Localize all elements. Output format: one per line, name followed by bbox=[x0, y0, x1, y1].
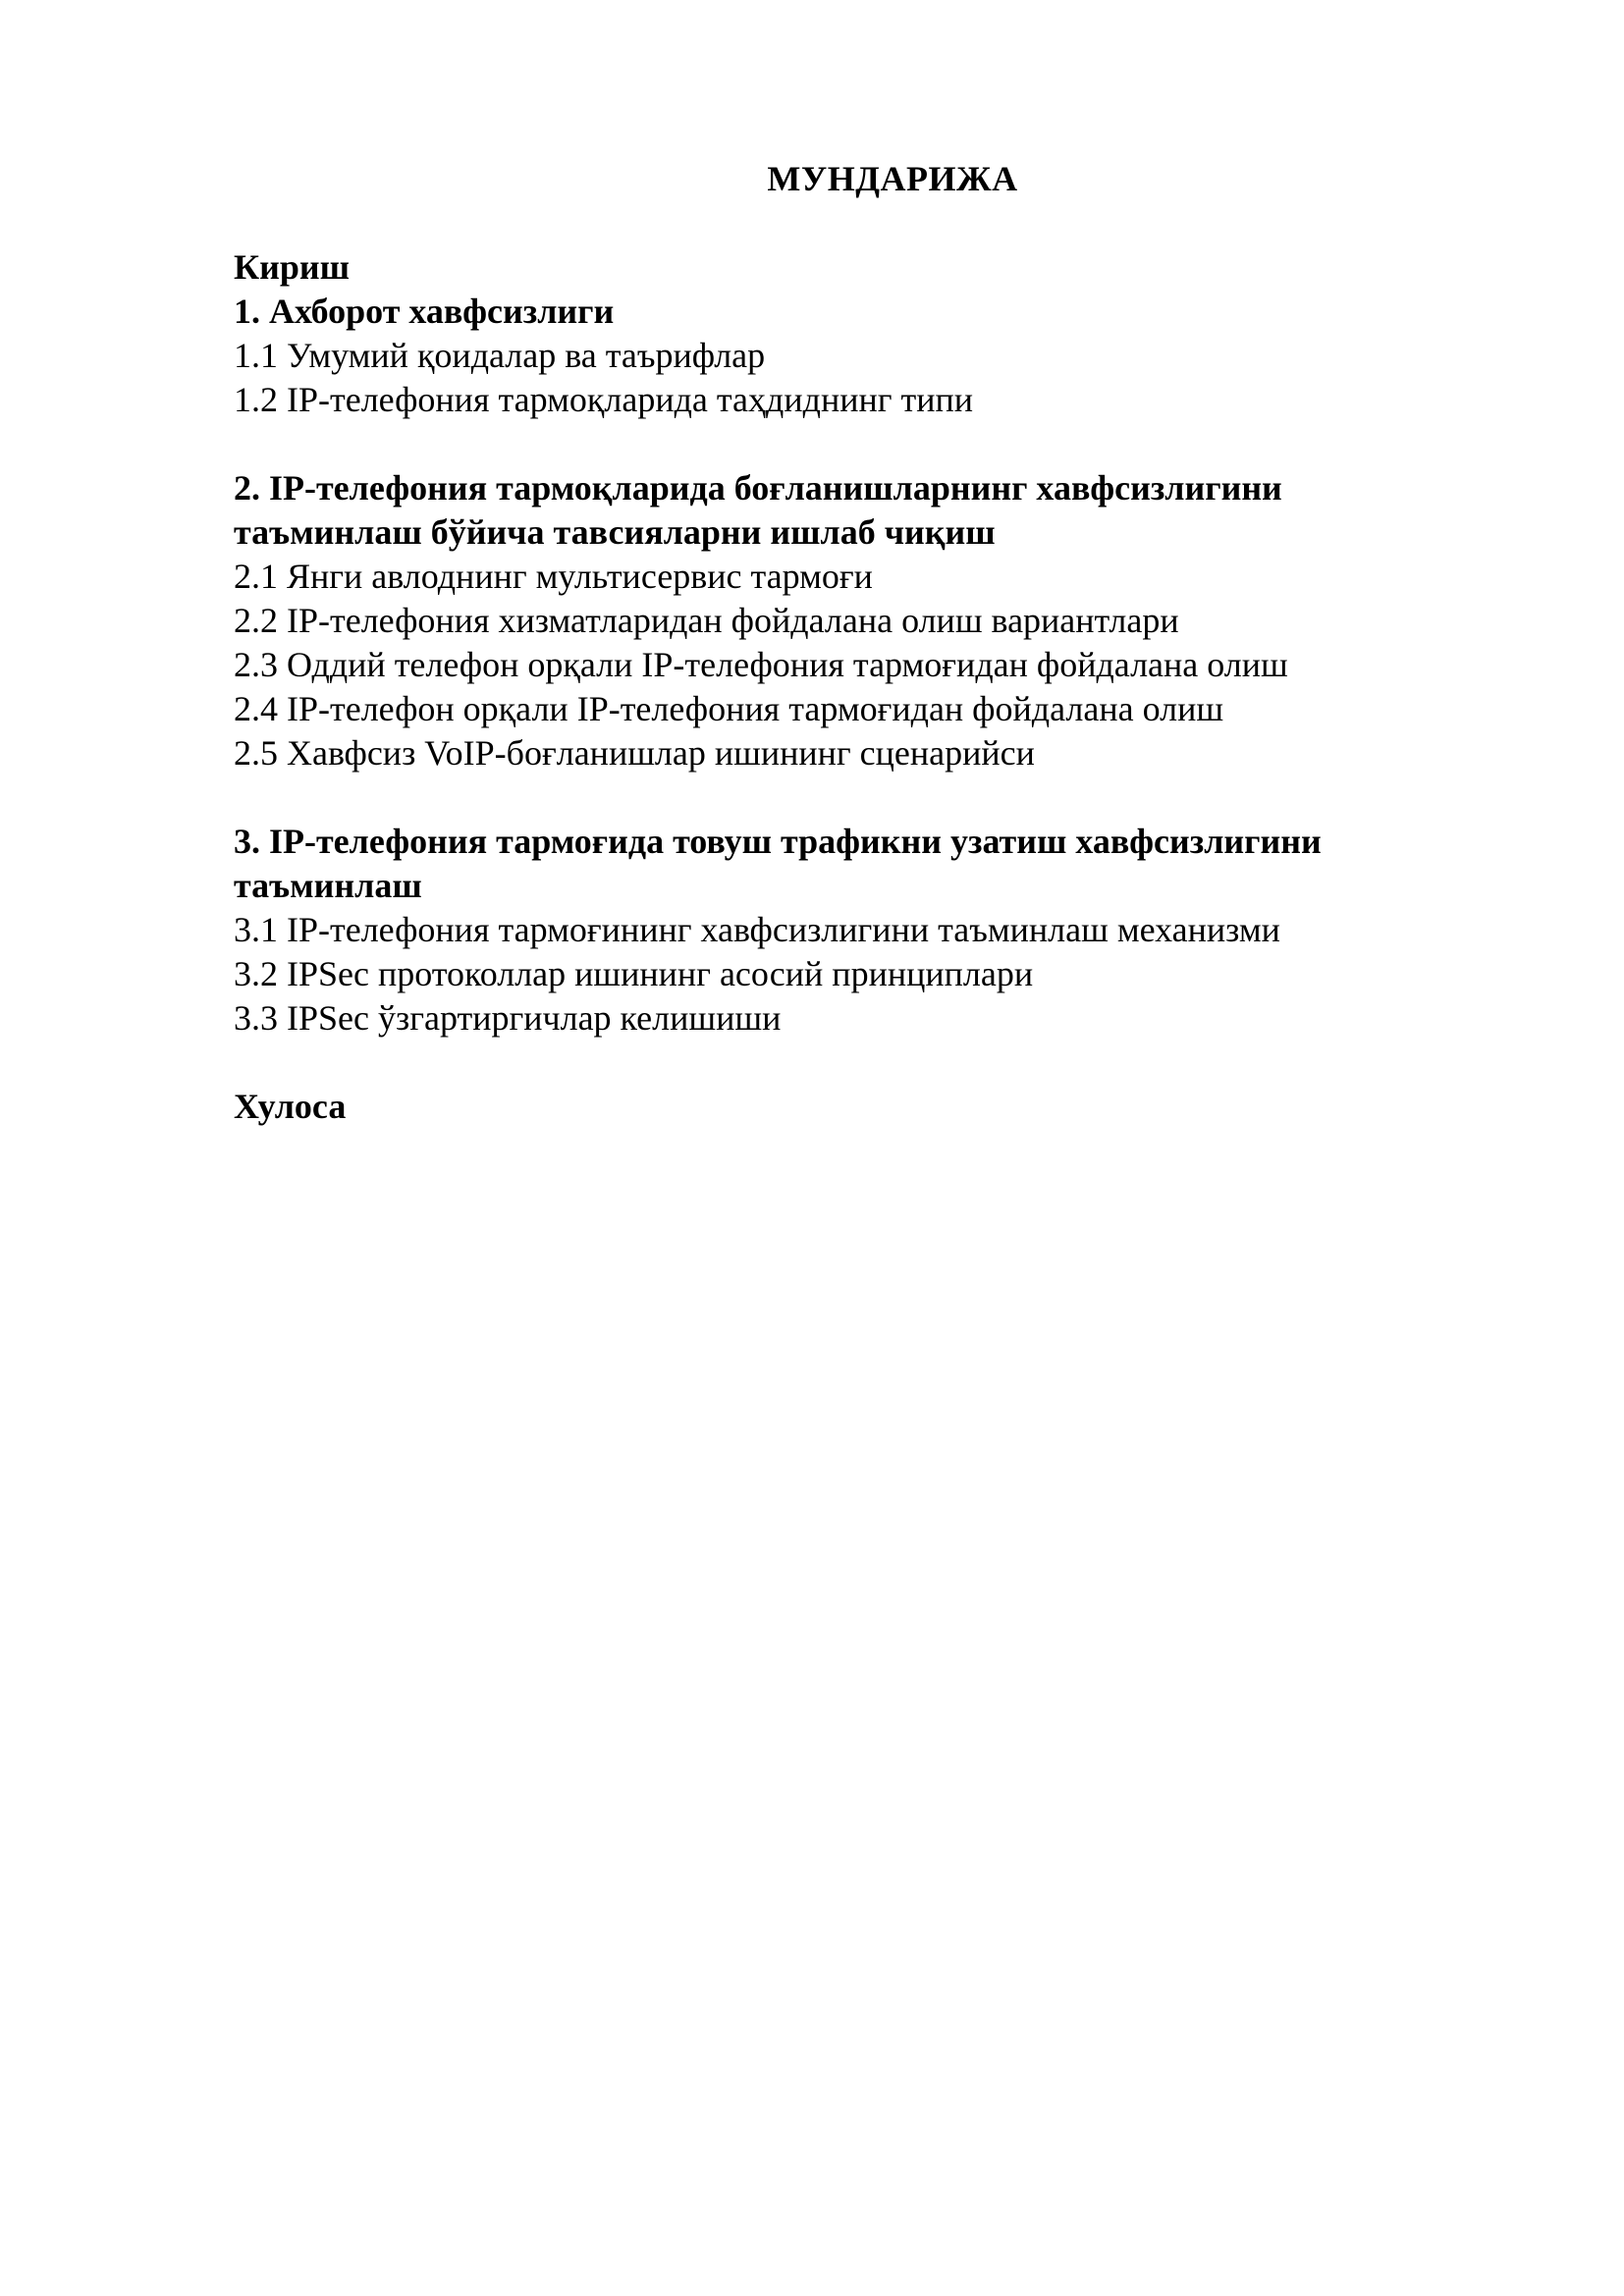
toc-entry-3-3: 3.3 IPSec ўзгартиргичлар келишиши bbox=[234, 998, 782, 1038]
toc-entry-3-1: 3.1 IP-телефония тармоғининг хавфсизлигини таъминлаш механизми bbox=[234, 910, 1280, 949]
table-of-contents bbox=[234, 245, 1510, 1129]
toc-entry-1-1: 1.1 Умумий қоидалар ва таърифлар bbox=[234, 336, 766, 375]
section-spacer bbox=[234, 1041, 1510, 1085]
toc-section-3-heading-line-2: таъминлаш bbox=[234, 866, 422, 905]
section-spacer bbox=[234, 422, 1510, 466]
toc-entry-2-4: 2.4 IP-телефон орқали IP-телефония тармоғидан фойдалана олиш bbox=[234, 689, 1224, 728]
toc-section-1-heading: 1. Ахборот хавфсизлиги bbox=[234, 292, 615, 331]
toc-section-3-heading-line-1: 3. IP-телефония тармоғида товуш трафикни узатиш хавфсизлигини bbox=[234, 822, 1322, 861]
toc-entry-2-3: 2.3 Оддий телефон орқали IP-телефония тармоғидан фойдалана олиш bbox=[234, 645, 1288, 684]
toc-entry-2-5: 2.5 Хавфсиз VoIP-боғланишлар ишининг сценарийси bbox=[234, 733, 1035, 773]
toc-section-2-heading-line-2: таъминлаш бўйича тавсияларни ишлаб чиқиш bbox=[234, 512, 996, 552]
toc-section-2-heading-line-1: 2. IP-телефония тармоқларида боғланишларнинг хавфсизлигини bbox=[234, 468, 1282, 507]
page-title: МУНДАРИЖА bbox=[767, 159, 1018, 198]
toc-entry-2-2: 2.2 IP-телефония хизматларидан фойдалана олиш вариантлари bbox=[234, 601, 1179, 640]
toc-entry-1-2: 1.2 IP-телефония тармоқларида таҳдиднинг типи bbox=[234, 380, 974, 419]
toc-entry-3-2: 3.2 IPSec протоколлар ишининг асосий принциплари bbox=[234, 954, 1034, 993]
toc-entry-intro: Кириш bbox=[234, 247, 351, 287]
toc-entry-2-1: 2.1 Янги авлоднинг мультисервис тармоғи bbox=[234, 557, 873, 596]
section-spacer bbox=[234, 775, 1510, 820]
toc-entry-conclusion: Хулоса bbox=[234, 1087, 347, 1126]
